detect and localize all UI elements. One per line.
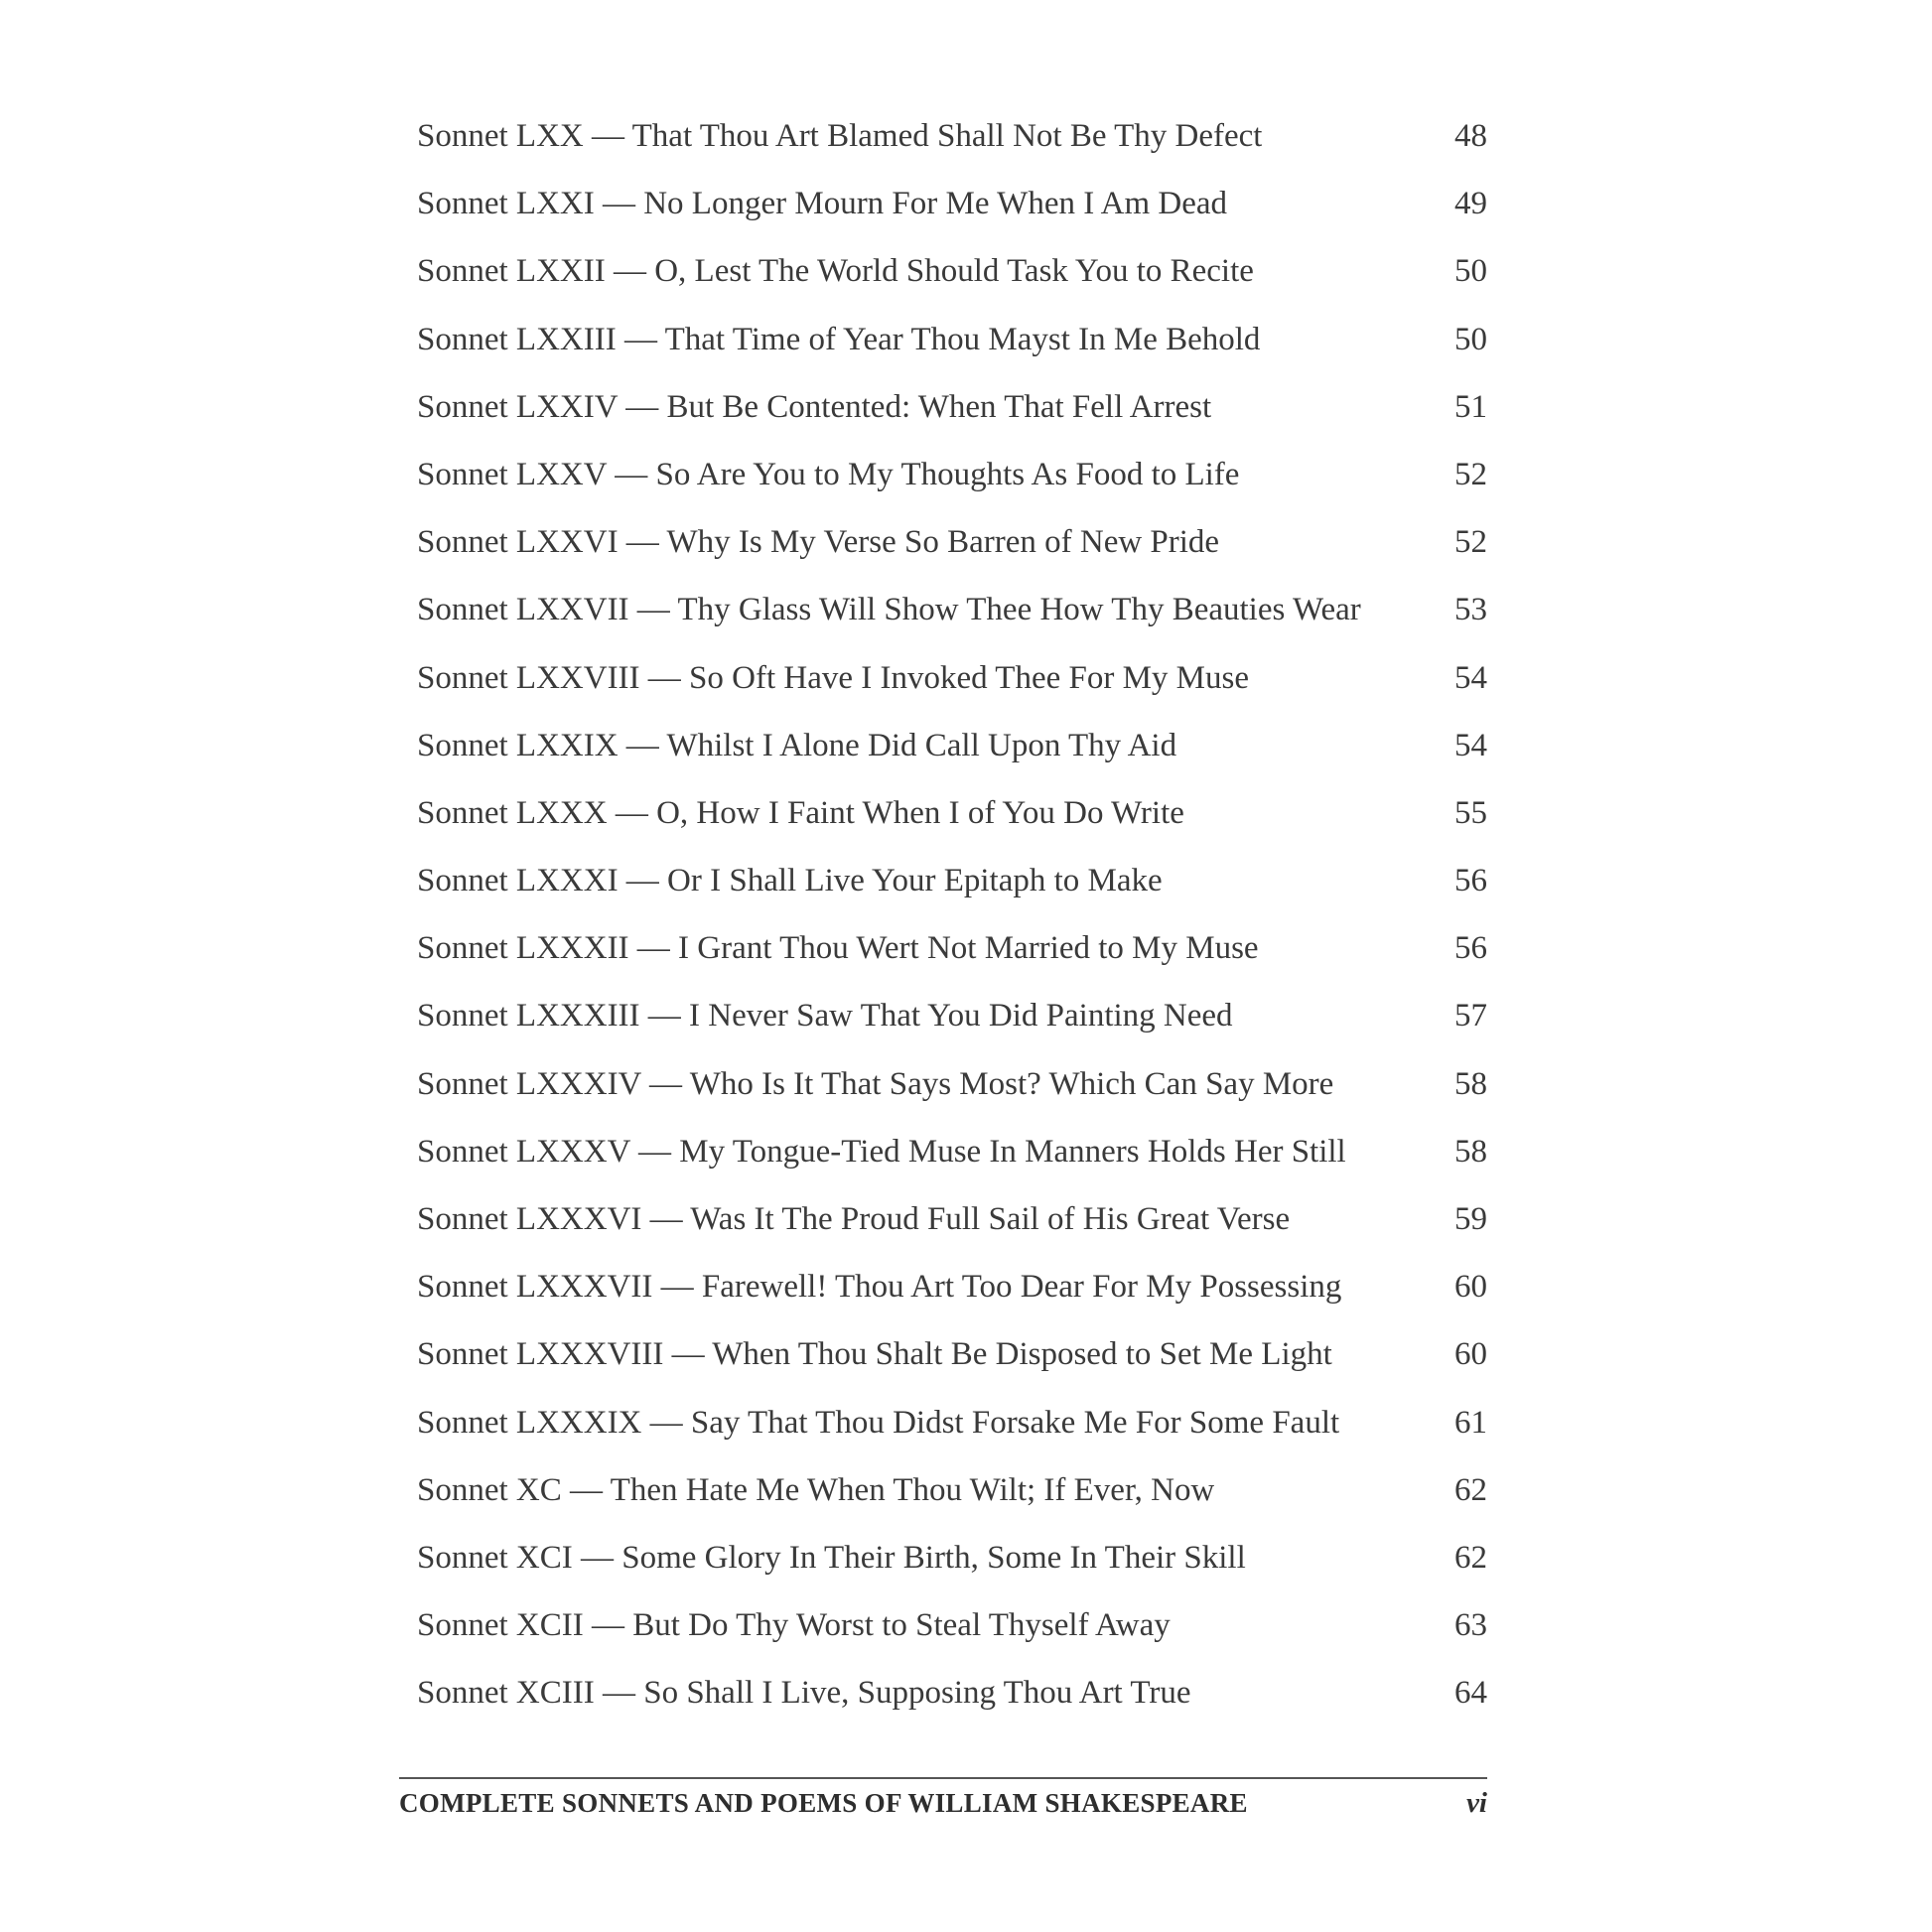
toc-entry-page: 57	[1454, 998, 1487, 1035]
toc-entry[interactable]	[417, 1320, 1487, 1388]
toc-entry[interactable]	[417, 170, 1487, 237]
toc-entry[interactable]	[417, 1253, 1487, 1320]
toc-entry-page: 59	[1454, 1201, 1487, 1237]
toc-entry-page: 48	[1454, 118, 1487, 154]
toc-entry-page: 62	[1454, 1471, 1487, 1508]
toc-entry[interactable]	[417, 1524, 1487, 1591]
toc-entry[interactable]	[417, 1591, 1487, 1659]
toc-entry[interactable]	[417, 306, 1487, 373]
toc-entry[interactable]	[417, 441, 1487, 508]
toc-entry-title: Sonnet LXX — That Thou Art Blamed Shall Not Be Thy Defect	[417, 118, 1263, 154]
toc-entry-title: Sonnet LXXXVIII — When Thou Shalt Be Disposed to Set Me Light	[417, 1336, 1332, 1373]
toc-entry-title: Sonnet XCII — But Do Thy Worst to Steal Thyself Away	[417, 1607, 1171, 1644]
toc-entry-title: Sonnet LXXIII — That Time of Year Thou Mayst In Me Behold	[417, 321, 1261, 357]
toc-entry-page: 52	[1454, 524, 1487, 561]
toc-entry-title: Sonnet LXXXI — Or I Shall Live Your Epitaph to Make	[417, 863, 1163, 899]
toc-entry-page: 50	[1454, 321, 1487, 357]
toc-entry-page: 63	[1454, 1607, 1487, 1644]
toc-entry-title: Sonnet LXXVIII — So Oft Have I Invoked Thee For My Muse	[417, 659, 1250, 696]
toc-entry[interactable]	[417, 1185, 1487, 1253]
toc-entry-page: 58	[1454, 1065, 1487, 1102]
page-number: vi	[1466, 1787, 1487, 1819]
toc-entry-title: Sonnet XCIII — So Shall I Live, Supposing Thou Art True	[417, 1675, 1191, 1712]
toc-entry-title: Sonnet LXXXVI — Was It The Proud Full Sail of His Great Verse	[417, 1201, 1291, 1237]
toc-entry[interactable]	[417, 576, 1487, 643]
toc-entry-title: Sonnet LXXXIII — I Never Saw That You Did Painting Need	[417, 998, 1233, 1035]
toc-entry[interactable]	[417, 373, 1487, 441]
toc-entry-page: 55	[1454, 794, 1487, 831]
toc-entry-title: Sonnet XCI — Some Glory In Their Birth, Some In Their Skill	[417, 1539, 1246, 1576]
toc-entry-page: 62	[1454, 1539, 1487, 1576]
toc-entry-title: Sonnet LXXVII — Thy Glass Will Show Thee How Thy Beauties Wear	[417, 592, 1361, 628]
toc-entry[interactable]	[417, 779, 1487, 847]
toc-entry-page: 60	[1454, 1336, 1487, 1373]
toc-entry-title: Sonnet LXXX — O, How I Faint When I of You Do Write	[417, 794, 1184, 831]
toc-entry[interactable]	[417, 712, 1487, 779]
toc-entry-title: Sonnet LXXXIX — Say That Thou Didst Forsake Me For Some Fault	[417, 1404, 1340, 1441]
toc-entry-title: Sonnet LXXV — So Are You to My Thoughts As Food to Life	[417, 456, 1240, 492]
toc-entry-title: Sonnet LXXXV — My Tongue-Tied Muse In Manners Holds Her Still	[417, 1133, 1346, 1170]
toc-entry-page: 56	[1454, 930, 1487, 967]
toc-entry-page: 64	[1454, 1675, 1487, 1712]
footer-divider	[399, 1777, 1487, 1779]
toc-entry-title: Sonnet LXXIV — But Be Contented: When That Fell Arrest	[417, 388, 1212, 425]
toc-entry-page: 56	[1454, 863, 1487, 899]
toc-entry[interactable]	[417, 1118, 1487, 1185]
toc-entry[interactable]	[417, 847, 1487, 914]
toc-entry-title: Sonnet LXXII — O, Lest The World Should Task You to Recite	[417, 253, 1254, 290]
toc-entry-page: 54	[1454, 659, 1487, 696]
toc-entry-page: 53	[1454, 592, 1487, 628]
toc-entry-title: Sonnet LXXIX — Whilst I Alone Did Call Upon Thy Aid	[417, 727, 1177, 763]
toc-entry[interactable]	[417, 914, 1487, 982]
toc-entry-title: Sonnet LXXXII — I Grant Thou Wert Not Married to My Muse	[417, 930, 1259, 967]
toc-entry[interactable]	[417, 102, 1487, 170]
toc-entry-title: Sonnet LXXXIV — Who Is It That Says Most? Which Can Say More	[417, 1065, 1334, 1102]
toc-entry-page: 61	[1454, 1404, 1487, 1441]
toc-entry-page: 52	[1454, 456, 1487, 492]
toc-entry-page: 54	[1454, 727, 1487, 763]
toc-entry-title: Sonnet LXXVI — Why Is My Verse So Barren of New Pride	[417, 524, 1220, 561]
toc-entry[interactable]	[417, 1659, 1487, 1726]
toc-entry[interactable]	[417, 1050, 1487, 1118]
running-footer-title: COMPLETE SONNETS AND POEMS OF WILLIAM SHAKESPEARE	[399, 1788, 1248, 1818]
toc-entry-page: 49	[1454, 186, 1487, 222]
toc-entry[interactable]	[417, 1389, 1487, 1456]
toc-entry-page: 51	[1454, 388, 1487, 425]
toc-entry[interactable]	[417, 982, 1487, 1049]
toc-entry-page: 50	[1454, 253, 1487, 290]
toc-entry-title: Sonnet LXXXVII — Farewell! Thou Art Too Dear For My Possessing	[417, 1269, 1342, 1306]
toc-entry-title: Sonnet LXXI — No Longer Mourn For Me When I Am Dead	[417, 186, 1228, 222]
toc-entry-page: 60	[1454, 1269, 1487, 1306]
toc-entry[interactable]	[417, 237, 1487, 305]
toc-entry-title: Sonnet XC — Then Hate Me When Thou Wilt; If Ever, Now	[417, 1471, 1215, 1508]
toc-entry[interactable]	[417, 644, 1487, 712]
page-footer	[399, 1787, 1487, 1820]
toc-entry-page: 58	[1454, 1133, 1487, 1170]
toc-entry[interactable]	[417, 508, 1487, 576]
table-of-contents	[417, 102, 1487, 1727]
toc-entry[interactable]	[417, 1456, 1487, 1524]
